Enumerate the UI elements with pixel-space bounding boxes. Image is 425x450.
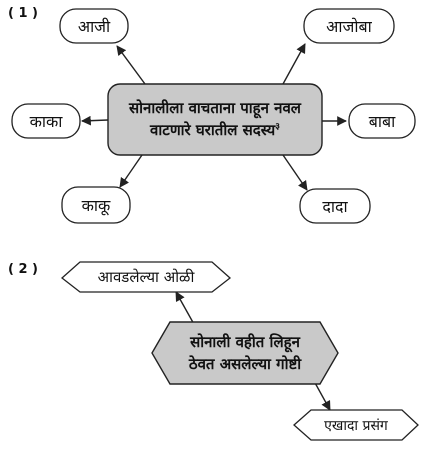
arrow-to-aajoba — [283, 44, 305, 84]
center2-line1: सोनाली वहीत लिहून — [190, 332, 300, 351]
center-text-members — [108, 84, 322, 155]
node-label-aaji: आजी — [77, 17, 111, 36]
arrow-to-aavadleli-oli — [176, 292, 195, 326]
center-superscript: ३ — [275, 121, 280, 132]
node-label-ekhada-prasang: एखादा प्रसंग — [324, 417, 388, 434]
arrow-to-dada — [283, 155, 307, 190]
arrow-to-ekhada-prasang — [314, 381, 330, 410]
node-label-kaka: काका — [29, 112, 63, 131]
node-label-kaku: काकू — [81, 196, 111, 215]
node-label-aavadleli-oli: आवडलेल्या ओळी — [97, 268, 195, 286]
arrow-to-aaji — [117, 46, 145, 84]
center2-line2: ठेवत असलेल्या गोष्टी — [188, 355, 302, 373]
arrow-to-kaka — [82, 120, 108, 121]
arrow-to-kaku — [120, 155, 142, 187]
node-label-aajoba: आजोबा — [326, 17, 372, 36]
center-line1: सोनालीला वाचताना पाहून नवल — [129, 98, 301, 117]
center-line2-wrap — [150, 120, 280, 142]
section1-label: ( 1 ) — [8, 6, 38, 21]
node-label-baba: बाबा — [368, 112, 396, 131]
center-line2: वाटणारे घरातील सदस्य — [150, 120, 276, 139]
node-label-dada: दादा — [322, 197, 348, 216]
center-text-goshti — [152, 322, 338, 384]
section2-label: ( 2 ) — [8, 262, 38, 277]
